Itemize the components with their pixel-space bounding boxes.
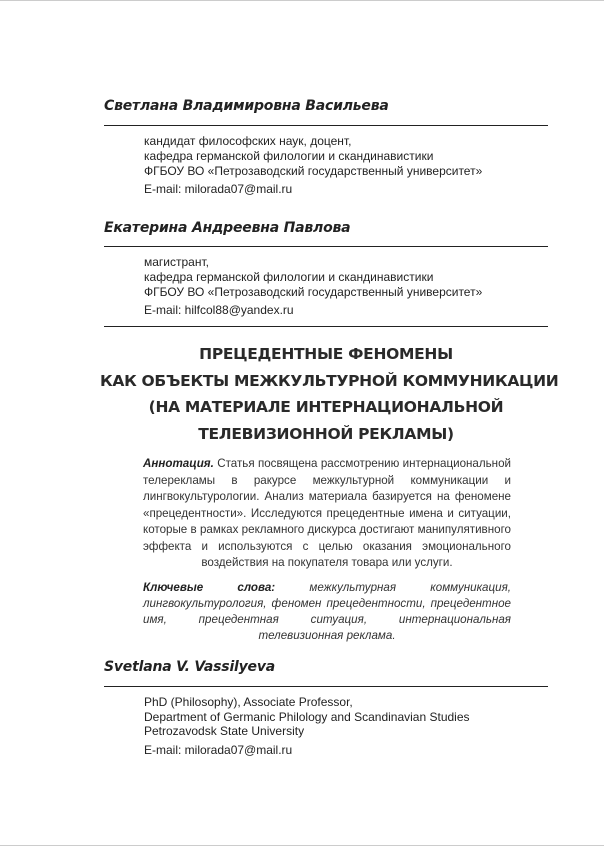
author-institution: ФГБОУ ВО «Петрозаводский государственный университет» [144, 285, 483, 299]
divider-rule [104, 125, 548, 126]
title-line: КАК ОБЪЕКТЫ МЕЖКУЛЬТУРНОЙ КОММУНИКАЦИИ [100, 371, 559, 390]
title-line: ПРЕЦЕДЕНТНЫЕ ФЕНОМЕНЫ [199, 345, 453, 363]
author-email: E-mail: hilfcol88@yandex.ru [144, 303, 294, 317]
keywords-text: межкультурная коммуникация, лингвокультурология, феномен прецедентности, прецедентное имя, прецедентная ситуация, интернациональная телевизионная реклама. [143, 581, 511, 642]
title-line: (НА МАТЕРИАЛЕ ИНТЕРНАЦИОНАЛЬНОЙ [148, 398, 504, 417]
author-department: кафедра германской филологии и скандинавистики [144, 149, 434, 163]
divider-rule [104, 246, 548, 247]
author-name: Екатерина Андреевна Павлова [104, 220, 351, 236]
author-email: E-mail: milorada07@mail.ru [144, 743, 293, 757]
author-institution: ФГБОУ ВО «Петрозаводский государственный университет» [144, 164, 483, 178]
divider-rule [104, 326, 548, 327]
abstract-label: Аннотация. [143, 457, 214, 470]
abstract-text: Статья посвящена рассмотрению интернациональной телерекламы в ракурсе межкультурной коммуникации и лингвокультурологии. Анализ материала базируется на феномене «прецедентности». Исследуются прецедентные имена и ситуации, которые в рамках рекламного дискурса достигают манипулятивного эффекта и используются с целью оказания эмоционального воздействия на покупателя товара или услуги. [143, 457, 511, 569]
abstract [143, 456, 511, 572]
author-name: Светлана Владимировна Васильева [104, 98, 389, 114]
page-top-edge [0, 0, 604, 1]
article-title [100, 341, 559, 448]
title-line: ТЕЛЕВИЗИОННОЙ РЕКЛАМЫ) [198, 425, 454, 444]
author-degree: кандидат философских наук, доцент, [144, 134, 352, 148]
author-department: кафедра германской филологии и скандинавистики [144, 270, 434, 284]
keywords-label: Ключевые слова: [143, 581, 276, 594]
author-institution: Petrozavodsk State University [144, 724, 305, 738]
keywords [143, 580, 511, 644]
author-degree: магистрант, [144, 255, 209, 269]
author-email: E-mail: milorada07@mail.ru [144, 182, 293, 196]
author-department: Department of Germanic Philology and Scandinavian Studies [144, 710, 470, 724]
divider-rule [104, 686, 548, 687]
author-degree: PhD (Philosophy), Associate Professor, [144, 695, 353, 709]
author-name: Svetlana V. Vassilyeva [104, 659, 276, 675]
